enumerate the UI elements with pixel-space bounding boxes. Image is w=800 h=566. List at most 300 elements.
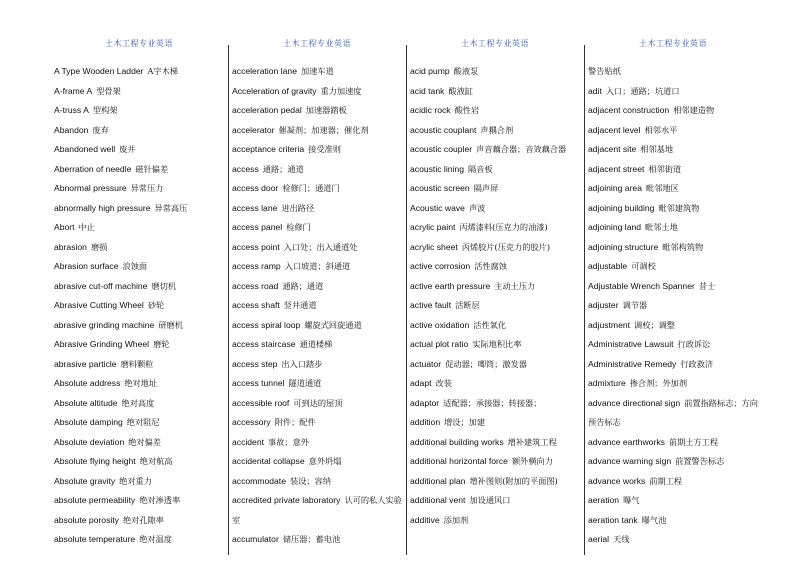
glossary-entry [588,491,760,511]
term-english: Absolute damping [54,417,123,427]
term-english: accident [232,436,265,447]
term-chinese: 储压器；蓄电池 [282,534,341,544]
term-chinese: 磨轮 [153,339,170,349]
term-chinese: 进出路径 [281,202,315,213]
glossary-entry [54,238,226,258]
term-chinese: 前期土方工程 [668,436,719,447]
term-english: adjoining area [588,183,642,193]
term-english: acceptance criteria [232,144,305,154]
term-english: abrasion [54,241,87,252]
term-english: active earth pressure [410,280,491,291]
term-chinese: 声耦合剂 [480,124,514,135]
term-chinese: 磨损 [90,241,108,252]
glossary-entry [54,101,226,121]
glossary-entry [410,160,582,180]
term-chinese: 额外横向力 [511,456,553,466]
glossary-entry [232,101,404,121]
term-chinese: 丙烯漆料(压克力的油漆) [459,222,548,232]
term-chinese: 可到达的屋顶 [293,397,343,408]
term-chinese: 行政诉讼 [677,339,711,349]
term-english: access lane [232,202,278,213]
glossary-entry [410,355,582,375]
term-chinese: 曝气池 [641,514,667,525]
term-chinese: 前置警告标志 [675,456,725,466]
term-chinese: 相邻水平 [644,124,678,135]
term-chinese: 调校；调整 [634,319,675,330]
glossary-entry [410,82,582,102]
term-chinese: 调节器 [622,300,648,310]
glossary-entry [588,452,760,472]
term-english: adjoining building [588,202,655,213]
term-chinese: 绝对偏差 [128,436,161,447]
term-english: Abrasive Cutting Wheel [54,300,144,310]
term-english: actual plot ratio [410,339,469,349]
term-chinese: 通道楼梯 [299,339,333,349]
glossary-entry [232,472,404,492]
glossary-entry [410,277,582,297]
glossary-entry [588,218,760,238]
glossary-entry [588,316,760,336]
term-english: Abort [54,222,75,232]
term-english: adjoining structure [588,241,659,252]
term-chinese: 实际地积比率 [472,339,522,349]
term-chinese: 绝对航高 [139,456,173,466]
glossary-entry [54,452,226,472]
term-chinese: 增补建筑工程 [507,436,557,447]
glossary-entry [588,472,760,492]
term-chinese: 型构架 [92,105,118,115]
term-chinese: 废井 [119,144,136,154]
term-chinese: 绝对孔隙率 [122,514,164,525]
glossary-entry [54,62,226,82]
glossary-entry [588,394,760,433]
header-title-4: 土木工程专业英语 [584,38,762,50]
glossary-entry [54,277,226,297]
term-english: additional horizontal force [410,456,508,466]
term-chinese: 昔士 [698,280,716,291]
term-english: active corrosion [410,261,471,271]
term-chinese: 声波 [468,202,486,213]
glossary-column-2 [232,62,404,554]
term-chinese: 加速器踏板 [305,105,347,115]
glossary-entry [410,413,582,433]
term-english: adjustable [588,261,628,271]
term-chinese: 出入口踏步 [281,358,323,369]
glossary-entry [588,62,760,82]
term-chinese: 酸液泵 [453,66,479,76]
term-english: A Type Wooden Ladder [54,66,144,76]
term-english: Administrative Remedy [588,358,677,369]
term-english: accredited private laboratory [232,495,341,505]
term-english: accumulator [232,534,279,544]
term-english: access road [232,280,279,291]
glossary-entry [410,257,582,277]
glossary-entry [54,355,226,375]
term-english: Abandoned well [54,144,116,154]
term-chinese: 认可的私人实验室 [232,495,402,525]
term-chinese: 浪蚀面 [122,261,148,271]
term-chinese: 掺合剂；外加剂 [629,378,688,388]
glossary-entry [588,238,760,258]
term-english: acid pump [410,66,450,76]
term-english: addition [410,417,441,427]
term-chinese: 加速车道 [300,66,334,76]
term-chinese: 增设；加建 [444,417,486,427]
glossary-entry [410,433,582,453]
glossary-entry [232,530,404,550]
term-chinese: 催凝剂；加速器；催化剂 [278,124,369,135]
glossary-entry [232,355,404,375]
glossary-entry [54,413,226,433]
glossary-entry [410,238,582,258]
term-english: accommodate [232,475,286,486]
glossary-entry [410,179,582,199]
term-chinese: 警告贴纸 [588,66,621,76]
glossary-entry [410,218,582,238]
term-english: additional building works [410,436,504,447]
term-english: acceleration lane [232,66,297,76]
term-english: advance works [588,475,646,486]
glossary-entry [588,296,760,316]
term-chinese: 前置指路标志；方向预告标志 [588,397,758,427]
term-chinese: 入口坡道；斜通道 [284,261,351,271]
glossary-entry [54,296,226,316]
term-chinese: 可调校 [631,261,656,271]
column-divider [584,45,585,555]
term-chinese: 活断层 [455,300,480,310]
term-chinese: 绝对阻尼 [126,417,160,427]
glossary-entry [588,374,760,394]
glossary-entry [588,101,760,121]
glossary-entry [54,316,226,336]
glossary-entry [588,82,760,102]
term-english: acoustic couplant [410,124,477,135]
term-chinese: 异常压力 [130,183,164,193]
glossary-entry [54,140,226,160]
term-chinese: 竖井通道 [283,300,317,310]
term-english: Acceleration of gravity [232,85,317,96]
term-english: adapt [410,378,432,388]
term-english: adit [588,85,602,96]
glossary-entry [54,433,226,453]
term-chinese: 异常高压 [154,202,188,213]
glossary-entry [410,491,582,511]
term-english: Absolute altitude [54,397,118,408]
term-english: adjacent street [588,163,645,174]
glossary-entry [588,199,760,219]
header-title-3: 土木工程专业英语 [406,38,584,50]
glossary-entry [588,355,760,375]
term-english: abrasive cut-off machine [54,280,148,291]
term-english: absolute permeability [54,495,136,505]
glossary-entry [232,218,404,238]
term-english: advance directional sign [588,397,681,408]
term-chinese: 磨切机 [151,280,177,291]
term-english: aeration tank [588,514,638,525]
term-english: A-frame A [54,85,93,96]
glossary-entry [232,316,404,336]
term-english: accessible roof [232,397,290,408]
term-chinese: 加设通风口 [469,495,511,505]
term-english: active oxidation [410,319,470,330]
term-english: absolute porosity [54,514,119,525]
glossary-entry [232,238,404,258]
term-english: access [232,163,259,174]
glossary-entry [54,530,226,550]
term-english: adjacent construction [588,105,670,115]
term-english: acoustic coupler [410,144,473,154]
term-english: Administrative Lawsuit [588,339,674,349]
term-english: accessory [232,417,271,427]
term-chinese: 活性氧化 [473,319,507,330]
glossary-entry [410,335,582,355]
glossary-entry [54,257,226,277]
term-chinese: 磁针偏差 [135,163,169,174]
glossary-entry [232,394,404,414]
term-english: additional plan [410,475,466,486]
glossary-column-4 [588,62,760,554]
term-english: absolute temperature [54,534,136,544]
term-chinese: 绝对高度 [121,397,155,408]
glossary-entry [410,374,582,394]
term-chinese: 附件；配件 [274,417,316,427]
glossary-entry [588,511,760,531]
term-chinese: 通路；通道 [282,280,324,291]
glossary-entry [588,335,760,355]
header-title-1: 土木工程专业英语 [50,38,228,50]
glossary-entry [232,277,404,297]
glossary-entry [54,335,226,355]
term-chinese: 绝对重力 [119,475,152,486]
column-divider [228,45,229,555]
header-title-2: 土木工程专业英语 [228,38,406,50]
term-english: acidic rock [410,105,451,115]
term-chinese: 接受准则 [308,144,341,154]
term-chinese: 事故；意外 [268,436,309,447]
term-chinese: 主动土压力 [494,280,536,291]
glossary-entry [232,413,404,433]
glossary-entry [232,491,404,530]
term-chinese: 毗邻构筑物 [662,241,704,252]
glossary-entry [232,121,404,141]
glossary-entry [410,316,582,336]
term-english: aeration [588,495,620,505]
glossary-entry [410,62,582,82]
term-english: access ramp [232,261,281,271]
term-english: abnormally high pressure [54,202,151,213]
term-chinese: 入口处；出入通道处 [283,241,358,252]
term-english: Adjustable Wrench Spanner [588,280,695,291]
term-chinese: 通路；通道 [262,163,304,174]
term-english: Absolute gravity [54,475,116,486]
term-english: acid tank [410,85,445,96]
glossary-entry [410,452,582,472]
term-english: Absolute deviation [54,436,125,447]
term-english: access door [232,183,279,193]
term-english: adjoining land [588,222,642,232]
glossary-entry [54,394,226,414]
term-english: advance warning sign [588,456,672,466]
glossary-entry [588,121,760,141]
glossary-entry [232,82,404,102]
term-chinese: A字木梯 [147,66,178,76]
term-english: adjacent site [588,144,637,154]
term-english: additional vent [410,495,466,505]
term-english: Abnormal pressure [54,183,127,193]
glossary-entry [232,452,404,472]
term-chinese: 废弃 [92,124,109,135]
glossary-entry [232,199,404,219]
term-english: Absolute flying height [54,456,136,466]
glossary-entry [410,394,582,414]
glossary-entry [54,491,226,511]
glossary-column-1 [54,62,226,554]
term-english: Abrasion surface [54,261,119,271]
glossary-entry [410,101,582,121]
term-chinese: 毗邻地区 [646,183,679,193]
term-chinese: 行政救济 [680,358,714,369]
term-english: access tunnel [232,378,285,388]
term-chinese: 隧道通道 [288,378,322,388]
term-chinese: 检修门；通道门 [282,183,340,193]
term-english: accelerator [232,124,275,135]
term-english: Acoustic wave [410,202,465,213]
glossary-entry [54,179,226,199]
term-english: acrylic sheet [410,241,458,252]
glossary-entry [54,374,226,394]
term-chinese: 活性腐蚀 [474,261,507,271]
term-chinese: 改装 [435,378,452,388]
term-english: access shaft [232,300,280,310]
term-chinese: 砂轮 [147,300,165,310]
glossary-entry [410,140,582,160]
term-english: acoustic lining [410,163,464,174]
term-english: abrasive particle [54,358,117,369]
term-chinese: 相邻街道 [648,163,682,174]
term-english: access point [232,241,280,252]
term-english: adjuster [588,300,619,310]
term-chinese: 酸性岩 [454,105,480,115]
term-english: acceleration pedal [232,105,302,115]
term-english: access staircase [232,339,296,349]
term-chinese: 磨料颗粒 [120,358,154,369]
term-english: abrasive grinding machine [54,319,155,330]
column-divider [406,45,407,555]
term-chinese: 装设；容纳 [289,475,331,486]
glossary-entry [54,472,226,492]
glossary-entry [232,160,404,180]
glossary-entry [232,140,404,160]
term-chinese: 适配器；承接器；转接器； [443,397,542,408]
term-english: aerial [588,534,610,544]
glossary-entry [588,179,760,199]
term-english: Absolute address [54,378,121,388]
glossary-entry [54,199,226,219]
term-chinese: 增补图则(附加的平面图) [469,475,558,486]
glossary-entry [232,335,404,355]
glossary-entry [588,140,760,160]
term-chinese: 型骨架 [96,85,121,96]
glossary-entry [54,121,226,141]
term-chinese: 意外坍塌 [308,456,342,466]
glossary-entry [410,199,582,219]
term-english: access spiral loop [232,319,301,330]
term-chinese: 添加剂 [443,514,469,525]
term-english: Aberration of needle [54,163,132,174]
glossary-entry [54,82,226,102]
term-english: acrylic paint [410,222,456,232]
term-chinese: 中止 [78,222,95,232]
term-chinese: 隔音板 [467,163,493,174]
term-english: active fault [410,300,452,310]
glossary-entry [410,296,582,316]
glossary-entry [232,374,404,394]
term-chinese: 毗邻建筑物 [658,202,700,213]
glossary-entry [54,218,226,238]
term-chinese: 相邻建造物 [673,105,715,115]
term-chinese: 隔声屏 [473,183,499,193]
glossary-entry [232,179,404,199]
term-chinese: 绝对温度 [139,534,172,544]
term-english: adjustment [588,319,631,330]
term-english: adjacent level [588,124,641,135]
term-chinese: 重力加速度 [320,85,362,96]
glossary-entry [232,433,404,453]
term-chinese: 入口；通路；坑道口 [605,85,680,96]
glossary-entry [588,257,760,277]
term-chinese: 相邻基地 [640,144,674,154]
glossary-entry [588,530,760,550]
term-chinese: 毗邻土地 [645,222,678,232]
term-chinese: 酸液缸 [448,85,473,96]
glossary-entry [588,433,760,453]
term-chinese: 螺旋式回旋通道 [304,319,362,330]
glossary-column-3 [410,62,582,554]
term-english: Abandon [54,124,89,135]
term-chinese: 声音藕合器；音效藕合器 [476,144,567,154]
glossary-entry [54,160,226,180]
term-chinese: 曝气 [623,495,640,505]
term-chinese: 绝对地址 [124,378,158,388]
term-english: actuator [410,358,442,369]
term-chinese: 研磨机 [158,319,183,330]
glossary-entry [232,62,404,82]
glossary-entry [410,472,582,492]
term-chinese: 促动器；唧筒；激发器 [445,358,527,369]
term-english: A-truss A [54,105,89,115]
term-chinese: 丙烯胶片(压克力的胶片) [461,241,551,252]
term-english: additive [410,514,440,525]
term-english: acoustic screen [410,183,470,193]
term-english: access panel [232,222,283,232]
term-english: advance earthworks [588,436,665,447]
glossary-entry [588,160,760,180]
term-english: Abrasive Grinding Wheel [54,339,150,349]
term-chinese: 检修门 [286,222,311,232]
term-english: accidental collapse [232,456,305,466]
term-chinese: 天线 [613,534,630,544]
term-english: admixture [588,378,626,388]
term-english: access step [232,358,278,369]
glossary-entry [54,511,226,531]
glossary-entry [410,121,582,141]
term-chinese: 前期工程 [649,475,683,486]
term-english: adaptor [410,397,440,408]
term-chinese: 绝对渗透率 [139,495,181,505]
glossary-entry [232,296,404,316]
glossary-entry [232,257,404,277]
glossary-entry [410,511,582,531]
